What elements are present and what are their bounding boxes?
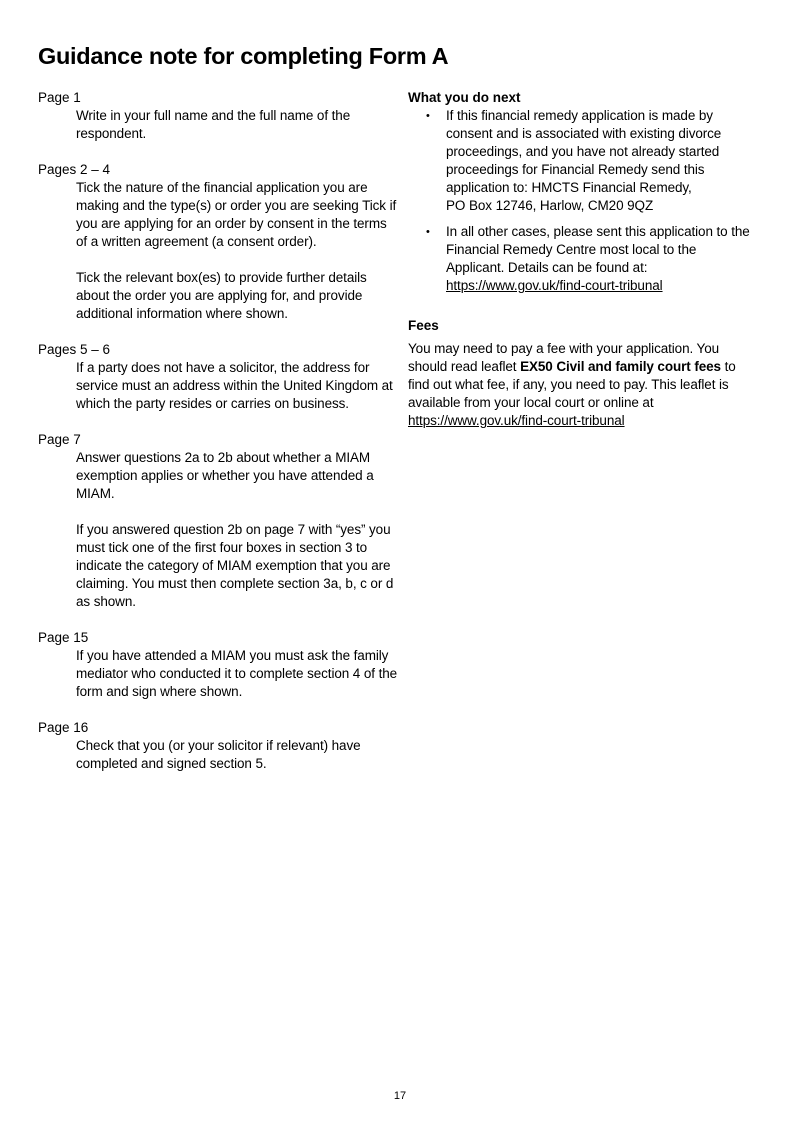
section-label: Page 15 <box>38 630 89 645</box>
page-title: Guidance note for completing Form A <box>38 43 449 69</box>
fees-text-end: to find out what fee, if any, you need to pay. This leaflet is available from your local court or online at <box>408 359 736 410</box>
fees-court-finder-link[interactable]: https://www.gov.uk/find-court-tribunal <box>408 413 625 428</box>
left-column <box>38 89 398 791</box>
section-page-1 <box>38 89 398 143</box>
fees-leaflet-title: EX50 Civil and family court fees <box>520 359 721 374</box>
section-pages-5-6 <box>38 341 398 413</box>
section-paragraph: If you answered question 2b on page 7 with “yes” you must tick one of the first four boxes in section 3 to indicate the category of MIAM exemption that you are claiming. You must then complete section 3a, b, c or d as shown. <box>76 522 394 609</box>
section-page-16 <box>38 719 398 773</box>
section-label: Page 1 <box>38 90 81 105</box>
section-page-15 <box>38 629 398 701</box>
list-item <box>408 107 753 215</box>
section-label: Pages 2 – 4 <box>38 162 111 177</box>
section-paragraph: If you have attended a MIAM you must ask the family mediator who conducted it to complete section 4 of the form and sign where shown. <box>76 648 398 699</box>
bullet-icon: • <box>426 110 430 122</box>
page-number: 17 <box>393 1090 407 1102</box>
section-paragraph: Tick the relevant box(es) to provide further details about the order you are applying for, and provide additional information where shown. <box>76 270 367 321</box>
bullet-text: In all other cases, please sent this application to the Financial Remedy Centre most local to the Applicant. Details can be found at: <box>446 224 750 275</box>
section-paragraph: Tick the nature of the financial application you are making and the type(s) or order you are seeking Tick if you are applying for an order by consent in the terms of a written agreement (a consent order). <box>76 180 397 249</box>
list-item <box>408 223 753 295</box>
fees-paragraph <box>408 340 753 430</box>
section-page-7 <box>38 431 398 611</box>
section-label: Pages 5 – 6 <box>38 342 111 357</box>
next-steps-list <box>408 107 753 295</box>
section-paragraph: If a party does not have a solicitor, the address for service must an address within the United Kingdom at which the party resides or carries on business. <box>76 360 393 411</box>
section-paragraph: Answer questions 2a to 2b about whether a MIAM exemption applies or whether you have attended a MIAM. <box>76 450 374 501</box>
section-label: Page 7 <box>38 432 81 447</box>
right-column <box>408 89 753 430</box>
section-paragraph: Write in your full name and the full name of the respondent. <box>76 108 351 141</box>
address-text: PO Box 12746, Harlow, CM20 9QZ <box>446 198 654 213</box>
court-finder-link[interactable]: https://www.gov.uk/find-court-tribunal <box>446 278 663 293</box>
section-pages-2-4 <box>38 161 398 323</box>
fees-text-start: You may need to pay a fee with your application. You should read leaflet <box>408 341 720 374</box>
section-paragraph: Check that you (or your solicitor if relevant) have completed and signed section 5. <box>76 738 361 771</box>
fees-heading: Fees <box>408 318 439 333</box>
section-label: Page 16 <box>38 720 89 735</box>
what-you-do-next-heading: What you do next <box>408 90 521 105</box>
bullet-text: If this financial remedy application is made by consent and is associated with existing divorce proceedings, and you have not already started proceedings for Financial Remedy send this application to: HMCTS Financial Remedy, <box>446 108 722 195</box>
bullet-icon: • <box>426 226 430 238</box>
